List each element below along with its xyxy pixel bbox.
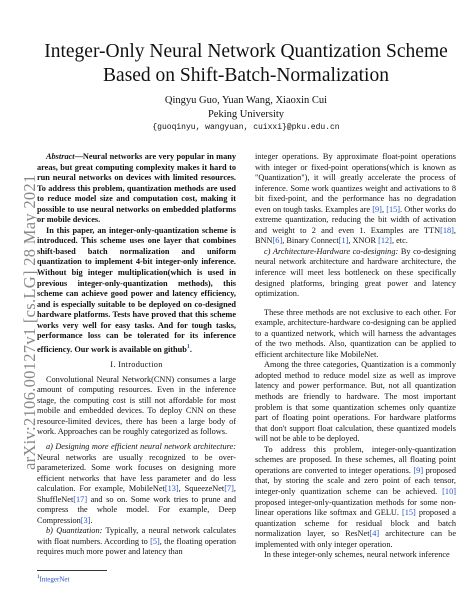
para-b (37, 526, 236, 558)
section-heading-introduction: I. Introduction (110, 360, 163, 370)
citation-link[interactable]: [5] (150, 536, 160, 546)
left-column (37, 152, 236, 558)
right-p4-c: proposed integer-only-quantization methods for some non-linear operations like softmax and GELU. (255, 497, 456, 518)
abstract-paragraph-2 (37, 226, 236, 355)
abstract-p2-text: In this paper, an integer-only-quantization scheme is introduced. This scheme uses one layer that combines shift-based batch normalization and uniform quantization to implement 4-bit integer-only inference. Without big integer multiplication(which is used in previous integer-only-quantization methods), this scheme can achieve good power and latency efficiency, and is especially suitable to be deployed on co-designed hardware platforms. Tests have proved that this scheme works very well for easy tasks. And for tough tasks, performance loss can be tolerated for its inference efficiency. Our work is available on github (37, 225, 236, 354)
para-b-text-2: , the floating operation requires much more power and latency than (37, 536, 236, 557)
para-a-text-4: and so on. Some work tries to prune and compress the whole model. For example, Deep Compression (37, 494, 236, 525)
citation-link[interactable]: [4] (369, 529, 380, 539)
right-p1-b: , (381, 204, 387, 214)
right-p1-e: , Binary Connect (282, 236, 339, 246)
citation-link[interactable]: [12] (378, 236, 392, 246)
paper-title (28, 40, 464, 88)
citation-link[interactable]: [1] (338, 236, 349, 246)
title-line-2: Based on Shift-Batch-Normalization (103, 65, 389, 86)
para-a-text-5: . (90, 515, 93, 525)
para-a (37, 442, 236, 526)
right-paragraph-3: Among the three categories, Quantization is a commonly adopted method to reduce model size as well as improve latency and power performance. But, not all quantization methods are friendly to hardware. The most important problem is that some quantization schemes only quantize part of floating point operations. For hardware platforms that don't support float calculation, these quantized models will not be able to be deployed. (255, 360, 456, 444)
footnote-rule (37, 570, 107, 571)
citation-link[interactable]: [3] (80, 515, 91, 525)
affiliation: Peking University (207, 109, 285, 120)
para-a-text-1: Neural networks are usually recognized to be over-parameterized. Some work focuses on designing more efficient networks that have less parameter and do less calculation. For example, MobileNet (37, 452, 236, 494)
footnote-mark: 1 (37, 575, 40, 580)
right-p1-c: . Other works do extreme quantization, reducing the bit width of activation and weight to 2 and even 1. Examples are TTN (255, 204, 457, 235)
para-b-label: b) Quantization: (46, 526, 103, 536)
right-paragraph-4 (255, 445, 456, 550)
right-paragraph-1 (255, 152, 456, 247)
abstract-end: . (189, 344, 192, 354)
right-p1-f: , XNOR (348, 236, 379, 246)
footnote-ref-link[interactable]: 1 (186, 343, 190, 350)
abstract-p1-text: —Neural networks are very popular in many areas, but great computing complexity makes it hard to run neural networks on devices with limited resources. To address this problem, quantization methods are used to reduce model size and computation cost, making it possible to use neural networks on embedded platforms or mobile devices. (37, 152, 236, 225)
authors: Qingyu Guo, Yuan Wang, Xiaoxin Cui (164, 95, 328, 106)
abstract-paragraph-1 (37, 152, 236, 226)
para-c-text: By co-designing neural network architecture and hardware architecture, the inference will meet less bottleneck on these specifically designed platforms, bringing great power and latency optimization. (255, 246, 456, 299)
abstract-label: Abstract (46, 152, 75, 161)
footnote (37, 573, 236, 584)
citation-link[interactable]: [13] (164, 484, 179, 494)
citation-link[interactable]: [15] (402, 508, 416, 518)
right-column (255, 152, 456, 561)
right-paragraph-2: These three methods are not exclusive to each other. For example, architecture-hardware co-designing can be applied to a quantized network, which will harness the advantages of the two methods. Also, quantization can be applied to efficient architecture like MobileNet. (255, 307, 456, 359)
footnote-link[interactable]: IntegerNet (39, 575, 70, 584)
right-p1-d: , BNN (255, 225, 456, 246)
citation-link[interactable]: [15] (386, 204, 401, 214)
right-p1-g: , etc. (391, 236, 408, 246)
right-p4-a: To address this problem, integer-only-quantization schemes are proposed. In these schemes, all floating point operations are converted to integer operations. (255, 444, 456, 475)
arxiv-stamp-text: arXiv:2106.00127v1 [cs.LG] 28 May 2021 (20, 174, 39, 470)
citation-link[interactable]: [6] (272, 236, 283, 246)
citation-link[interactable]: [17] (73, 494, 88, 504)
title-line-1: Integer-Only Neural Network Quantization Scheme (44, 41, 448, 62)
citation-link[interactable]: [9] (372, 204, 382, 214)
right-p4-e: architecture can be implemented with only integer operation. (255, 529, 456, 549)
para-a-text-2: , SqueezeNet (178, 484, 225, 494)
citation-link[interactable]: [10] (442, 486, 456, 496)
citation-link[interactable]: [7] (224, 484, 234, 494)
para-a-text-3: , ShuffleNet (37, 484, 236, 504)
citation-link[interactable]: [9] (413, 465, 424, 475)
para-a-label: a) Designing more efficient neural network architecture: (46, 441, 236, 451)
para-c (255, 247, 456, 300)
right-p4-d: proposed a quantization scheme for residual block and batch normalization layer, so ResNet (255, 508, 456, 539)
citation-link[interactable]: [18] (440, 225, 454, 235)
right-p1-a: integer operations. By approximate float-point operations with integer or fixed-point operations(which is known as "Quantization"), it will greatly accelerate the process of inference. Some work quantizes weight and activations to 8 bit fixed-point, and the performance has no degradation even on tough tasks. Examples are (255, 152, 456, 214)
para-c-label: c) Architecture-Hardware co-designing: (264, 246, 399, 256)
para-b-text-1: Typically, a neural network calculates with float numbers. According to (37, 526, 236, 546)
arxiv-stamp (2, 140, 39, 470)
intro-paragraph: Convolutional Neural Network(CNN) consumes a large amount of computing resources. Even in the inference stage, the computing cost is still not affordable for most mobile and embedded devices. To deploy CNN on these resource-limited devices, there has been a large body of work. Approaches can be roughly categorized as follows. (37, 374, 236, 437)
right-paragraph-5: In these integer-only schemes, neural network inference (264, 550, 450, 560)
email: {guoqinyu, wangyuan, cuixxi}@pku.edu.cn (152, 123, 340, 132)
right-p4-b: proposed that, by storing the scale and zero point of each tensor, integer-only quantization scheme can be achieved. (255, 465, 456, 496)
